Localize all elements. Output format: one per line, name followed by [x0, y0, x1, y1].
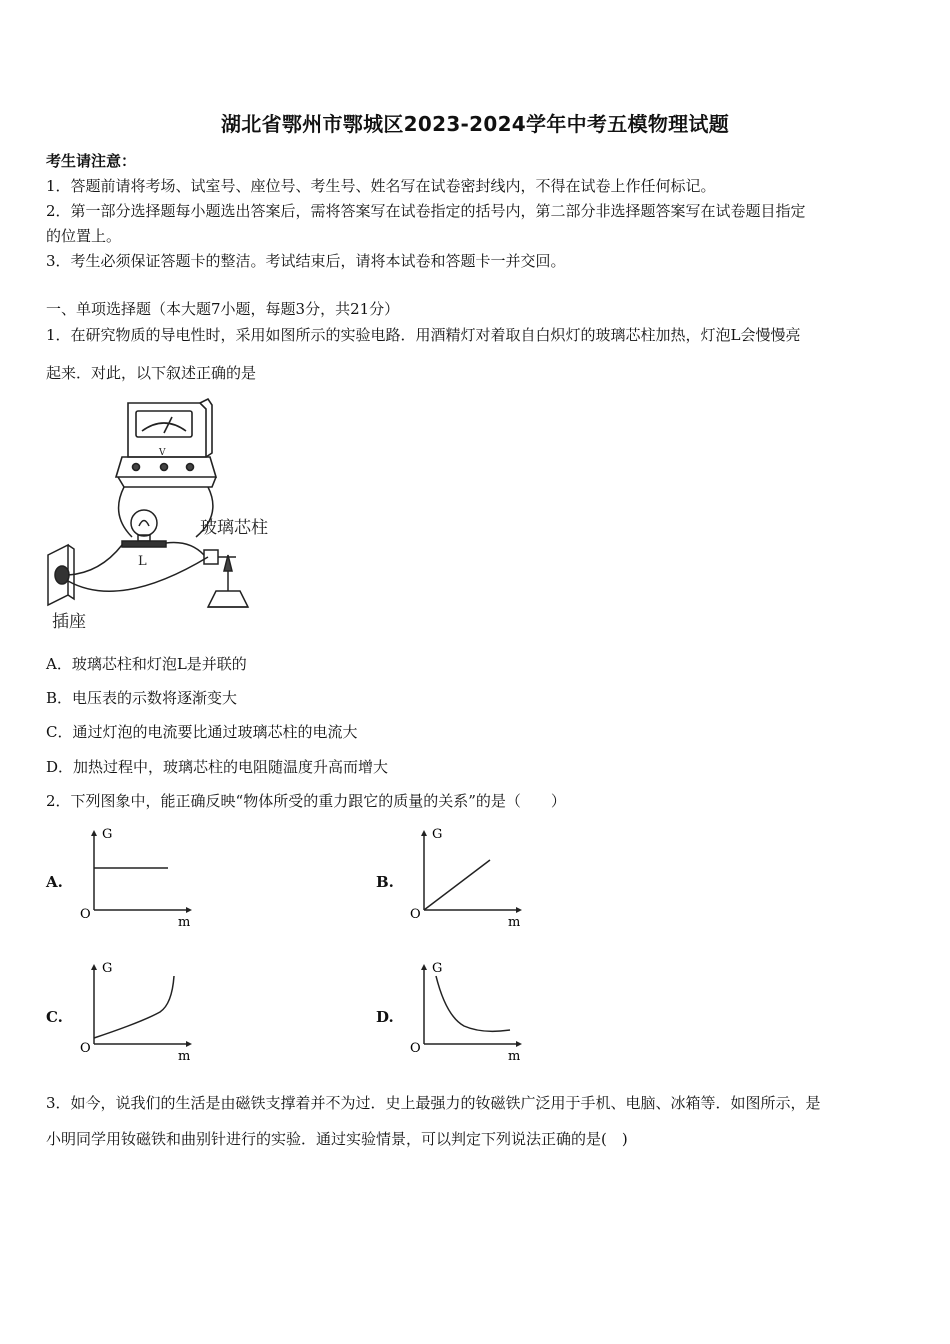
graph-d-origin: O [410, 1041, 421, 1056]
q1-stem-line1: 1．在研究物质的导电性时，采用如图所示的实验电路．用酒精灯对着取自白炽灯的玻璃芯柱加热，灯泡L会慢慢亮 [46, 326, 801, 344]
glass-core-label: 玻璃芯柱 [200, 518, 268, 538]
bulb-label: L [138, 554, 147, 569]
graph-a-ylabel: G [102, 827, 113, 842]
voltmeter [116, 399, 216, 487]
q2-letter-d: D. [376, 1008, 394, 1026]
q3-stem-line2: 小明同学用钕磁铁和曲别针进行的实验．通过实验情景，可以判定下列说法正确的是( ) [46, 1130, 628, 1148]
section-heading: 一、单项选择题（本大题7小题，每题3分，共21分） [46, 300, 400, 318]
socket-label: 插座 [52, 612, 86, 632]
graph-c-ylabel: G [102, 961, 113, 976]
q2-graph-c [72, 956, 202, 1066]
q1-option-a: A．玻璃芯柱和灯泡L是并联的 [46, 655, 247, 673]
q2-letter-a: A. [46, 873, 63, 891]
notice-item-3: 3．考生必须保证答题卡的整洁。考试结束后，请将本试卷和答题卡一并交回。 [46, 252, 566, 270]
q2-graph-b [402, 822, 532, 932]
q3-stem-line1: 3．如今，说我们的生活是由磁铁支撑着并不为过．史上最强力的钕磁铁广泛用于手机、电脑、冰箱等．如图所示，是 [46, 1094, 821, 1112]
graph-d-curve [436, 976, 510, 1031]
q2-stem: 2．下列图象中，能正确反映“物体所受的重力跟它的质量的关系”的是（ ） [46, 792, 566, 810]
q2-letter-c: C. [46, 1008, 63, 1026]
notice-item-2: 2．第一部分选择题每小题选出答案后，需将答案写在试卷指定的括号内，第二部分非选择题答案写在试卷题目指定 [46, 202, 806, 220]
q2-graph-a [72, 822, 202, 932]
notice-item-1: 1．答题前请将考场、试室号、座位号、考生号、姓名写在试卷密封线内，不得在试卷上作任何标记。 [46, 177, 716, 195]
notice-item-2-cont: 的位置上。 [46, 227, 122, 245]
graph-c-origin: O [80, 1041, 91, 1056]
q1-circuit-figure [40, 395, 310, 635]
q1-stem-line2: 起来．对此，以下叙述正确的是 [46, 364, 257, 382]
graph-b-curve [424, 860, 490, 910]
q2-letter-b: B. [376, 873, 394, 891]
graph-b-ylabel: G [432, 827, 443, 842]
meter-label: V [159, 448, 166, 458]
graph-c-xlabel: m [178, 1049, 191, 1064]
page-title: 湖北省鄂州市鄂城区2023-2024学年中考五模物理试题 [220, 112, 730, 136]
graph-d-xlabel: m [508, 1049, 521, 1064]
graph-a-origin: O [80, 907, 91, 922]
graph-d-ylabel: G [432, 961, 443, 976]
graph-a-xlabel: m [178, 915, 191, 930]
graph-c-curve [94, 976, 174, 1038]
q1-option-c: C．通过灯泡的电流要比通过玻璃芯柱的电流大 [46, 723, 358, 741]
graph-b-xlabel: m [508, 915, 521, 930]
q1-option-b: B．电压表的示数将逐渐变大 [46, 689, 238, 707]
q2-graph-d [402, 956, 532, 1066]
bulb [122, 510, 166, 547]
q1-option-d: D．加热过程中，玻璃芯柱的电阻随温度升高而增大 [46, 758, 389, 776]
notice-heading: 考生请注意： [46, 152, 137, 170]
glass-core-and-burner [204, 550, 248, 607]
graph-b-origin: O [410, 907, 421, 922]
